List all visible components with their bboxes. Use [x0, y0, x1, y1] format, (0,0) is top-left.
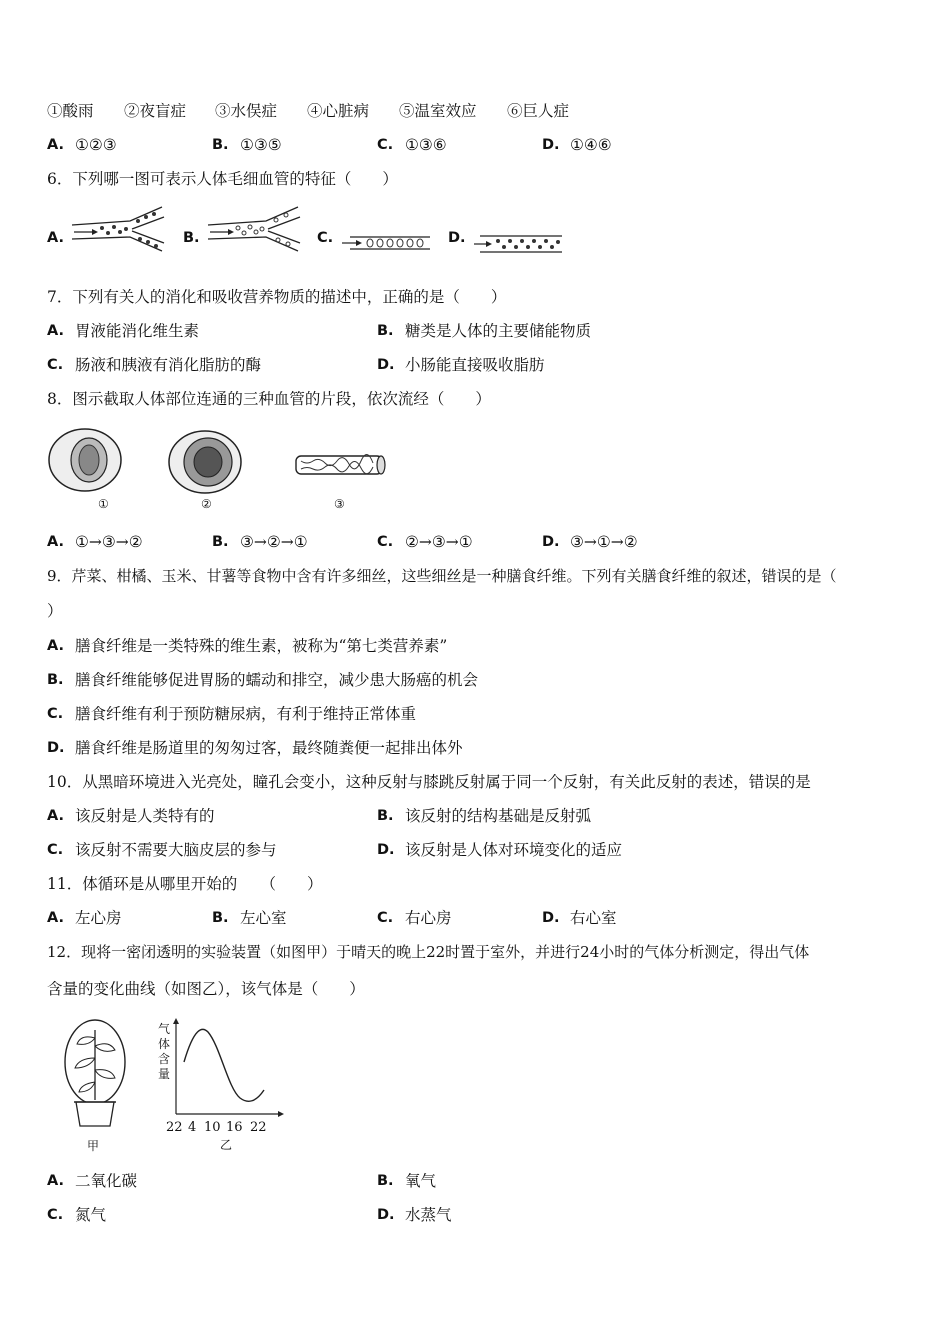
option-text: 膳食纤维是肠道里的匆匆过客，最终随粪便一起排出体外 [75, 739, 463, 757]
graph-y-label-char: 含 [158, 1052, 171, 1066]
x-tick: 22 [250, 1120, 267, 1135]
q5-item: ④心脏病 [307, 102, 370, 120]
q8-stem: 8．图示截取人体部位连通的三种血管的片段，依次流经（ ） [47, 390, 491, 408]
option-label: D. [542, 534, 560, 550]
option-label: C. [377, 137, 394, 153]
x-tick: 4 [188, 1120, 197, 1135]
figure-label-jia: 甲 [87, 1139, 100, 1153]
q11-stem: 11．体循环是从哪里开始的 （ ） [47, 875, 323, 893]
x-tick: 10 [204, 1120, 221, 1135]
q9-option [47, 670, 910, 690]
q6-stem: 6．下列哪一图可表示人体毛细血管的特征（ ） [47, 170, 398, 188]
q5-options [47, 135, 910, 155]
option-label: C. [47, 706, 64, 722]
option-text: ①③⑥ [405, 136, 447, 154]
option-text: ①③⑤ [240, 136, 282, 154]
option-label: B. [377, 1173, 394, 1189]
q5-item: ⑤温室效应 [399, 102, 477, 120]
option-text: ③→①→② [570, 533, 638, 551]
option-label: A. [47, 1173, 64, 1189]
option-text: 氧气 [405, 1172, 437, 1190]
option-text: 水蒸气 [405, 1206, 452, 1224]
q5-item: ③水俣症 [215, 102, 278, 120]
q5-item: ⑥巨人症 [507, 102, 570, 120]
option-label: A. [47, 534, 64, 550]
q12-stem-line2: 含量的变化曲线（如图乙），该气体是（ ） [47, 980, 365, 998]
option-label: C. [47, 1207, 64, 1223]
option-label: B. [212, 534, 229, 550]
option-label: D. [377, 842, 395, 858]
option-text: 二氧化碳 [75, 1172, 138, 1190]
option-label: B. [377, 323, 394, 339]
q10-options-row2 [47, 840, 910, 860]
q12-options-row2 [47, 1205, 910, 1225]
option-label: D. [377, 357, 395, 373]
figure-label: ② [201, 497, 212, 511]
graph-y-label-char: 体 [158, 1037, 171, 1051]
option-label: A. [47, 808, 64, 824]
capillary-figure-d [472, 232, 567, 256]
q5-items [47, 101, 910, 121]
x-tick: 22 [166, 1120, 183, 1135]
q11-options [47, 908, 910, 928]
option-label: D. [542, 910, 560, 926]
option-label: D. [377, 1207, 395, 1223]
x-tick: 16 [226, 1120, 243, 1135]
q7-stem: 7．下列有关人的消化和吸收营养物质的描述中，正确的是（ ） [47, 288, 507, 306]
option-text: ③→②→① [240, 533, 308, 551]
q7-options-row2 [47, 355, 910, 375]
option-label: A. [47, 230, 64, 246]
option-text: 小肠能直接吸收脂肪 [405, 356, 545, 374]
capillary-figure-c [340, 232, 435, 254]
option-label: B. [377, 808, 394, 824]
option-text: 该反射的结构基础是反射弧 [405, 807, 592, 825]
option-text: 右心房 [405, 909, 452, 927]
q9-option [47, 738, 910, 758]
graph-y-label-char: 气 [158, 1022, 171, 1036]
q12-options-row1 [47, 1171, 910, 1191]
q8-options [47, 532, 910, 552]
capillary-figure-a [70, 205, 170, 253]
blood-vessel-capillary-figure [293, 452, 388, 478]
option-text: ②→③→① [405, 533, 473, 551]
option-label: B. [212, 910, 229, 926]
q7-options-row1 [47, 321, 910, 341]
option-text: 该反射是人类特有的 [75, 807, 215, 825]
graph-y-label-char: 量 [158, 1067, 171, 1081]
option-text: ①④⑥ [570, 136, 612, 154]
capillary-figure-b [206, 205, 306, 253]
option-text: 膳食纤维能够促进胃肠的蠕动和排空，减少患大肠癌的机会 [75, 671, 479, 689]
option-text: 膳食纤维有利于预防糖尿病，有利于维持正常体重 [75, 705, 417, 723]
q10-stem: 10．从黑暗环境进入光亮处，瞳孔会变小，这种反射与膝跳反射属于同一个反射，有关此反射的表述，错误的是 [47, 773, 811, 791]
option-label: A. [47, 137, 64, 153]
option-label: C. [377, 910, 394, 926]
q9-option [47, 636, 910, 656]
blood-vessel-vein-figure [165, 428, 245, 496]
option-text: 氮气 [75, 1206, 107, 1224]
q10-options-row1 [47, 806, 910, 826]
q9-stem-line2: ） [47, 602, 63, 620]
gas-content-curve-figure [168, 1018, 288, 1118]
q9-stem-line1: 9．芹菜、柑橘、玉米、甘薯等食物中含有许多细丝，这些细丝是一种膳食纤维。下列有关膳食纤维的叙述，错误的是（ [47, 567, 837, 585]
option-label: B. [47, 672, 64, 688]
plant-bell-jar-figure [62, 1018, 132, 1136]
option-text: 膳食纤维是一类特殊的维生素，被称为“第七类营养素” [75, 637, 448, 655]
q5-item: ②夜盲症 [124, 102, 187, 120]
option-label: C. [377, 534, 394, 550]
option-label: A. [47, 638, 64, 654]
option-text: ①→③→② [75, 533, 143, 551]
q9-option [47, 704, 910, 724]
option-label: B. [183, 230, 200, 246]
option-text: 右心室 [570, 909, 617, 927]
option-text: 肠液和胰液有消化脂肪的酶 [75, 356, 262, 374]
option-label: A. [47, 323, 64, 339]
graph-x-ticks [166, 1118, 276, 1138]
option-text: 左心房 [75, 909, 122, 927]
option-label: D. [542, 137, 560, 153]
option-label: B. [212, 137, 229, 153]
option-label: C. [317, 230, 334, 246]
figure-label: ③ [334, 497, 345, 511]
option-label: D. [448, 230, 466, 246]
option-text: 该反射是人体对环境变化的适应 [405, 841, 623, 859]
option-text: 糖类是人体的主要储能物质 [405, 322, 592, 340]
figure-label: ① [98, 497, 109, 511]
option-label: C. [47, 357, 64, 373]
option-text: 该反射不需要大脑皮层的参与 [75, 841, 277, 859]
option-label: C. [47, 842, 64, 858]
option-text: 左心室 [240, 909, 287, 927]
q12-stem-line1: 12．现将一密闭透明的实验装置（如图甲）于晴天的晚上22时置于室外，并进行24小时的气体分析测定，得出气体 [47, 943, 810, 961]
option-label: A. [47, 910, 64, 926]
figure-label-yi: 乙 [220, 1138, 233, 1152]
option-text: 胃液能消化维生素 [75, 322, 200, 340]
q5-item: ①酸雨 [47, 102, 94, 120]
option-label: D. [47, 740, 65, 756]
blood-vessel-artery-figure [45, 425, 125, 495]
option-text: ①②③ [75, 136, 117, 154]
